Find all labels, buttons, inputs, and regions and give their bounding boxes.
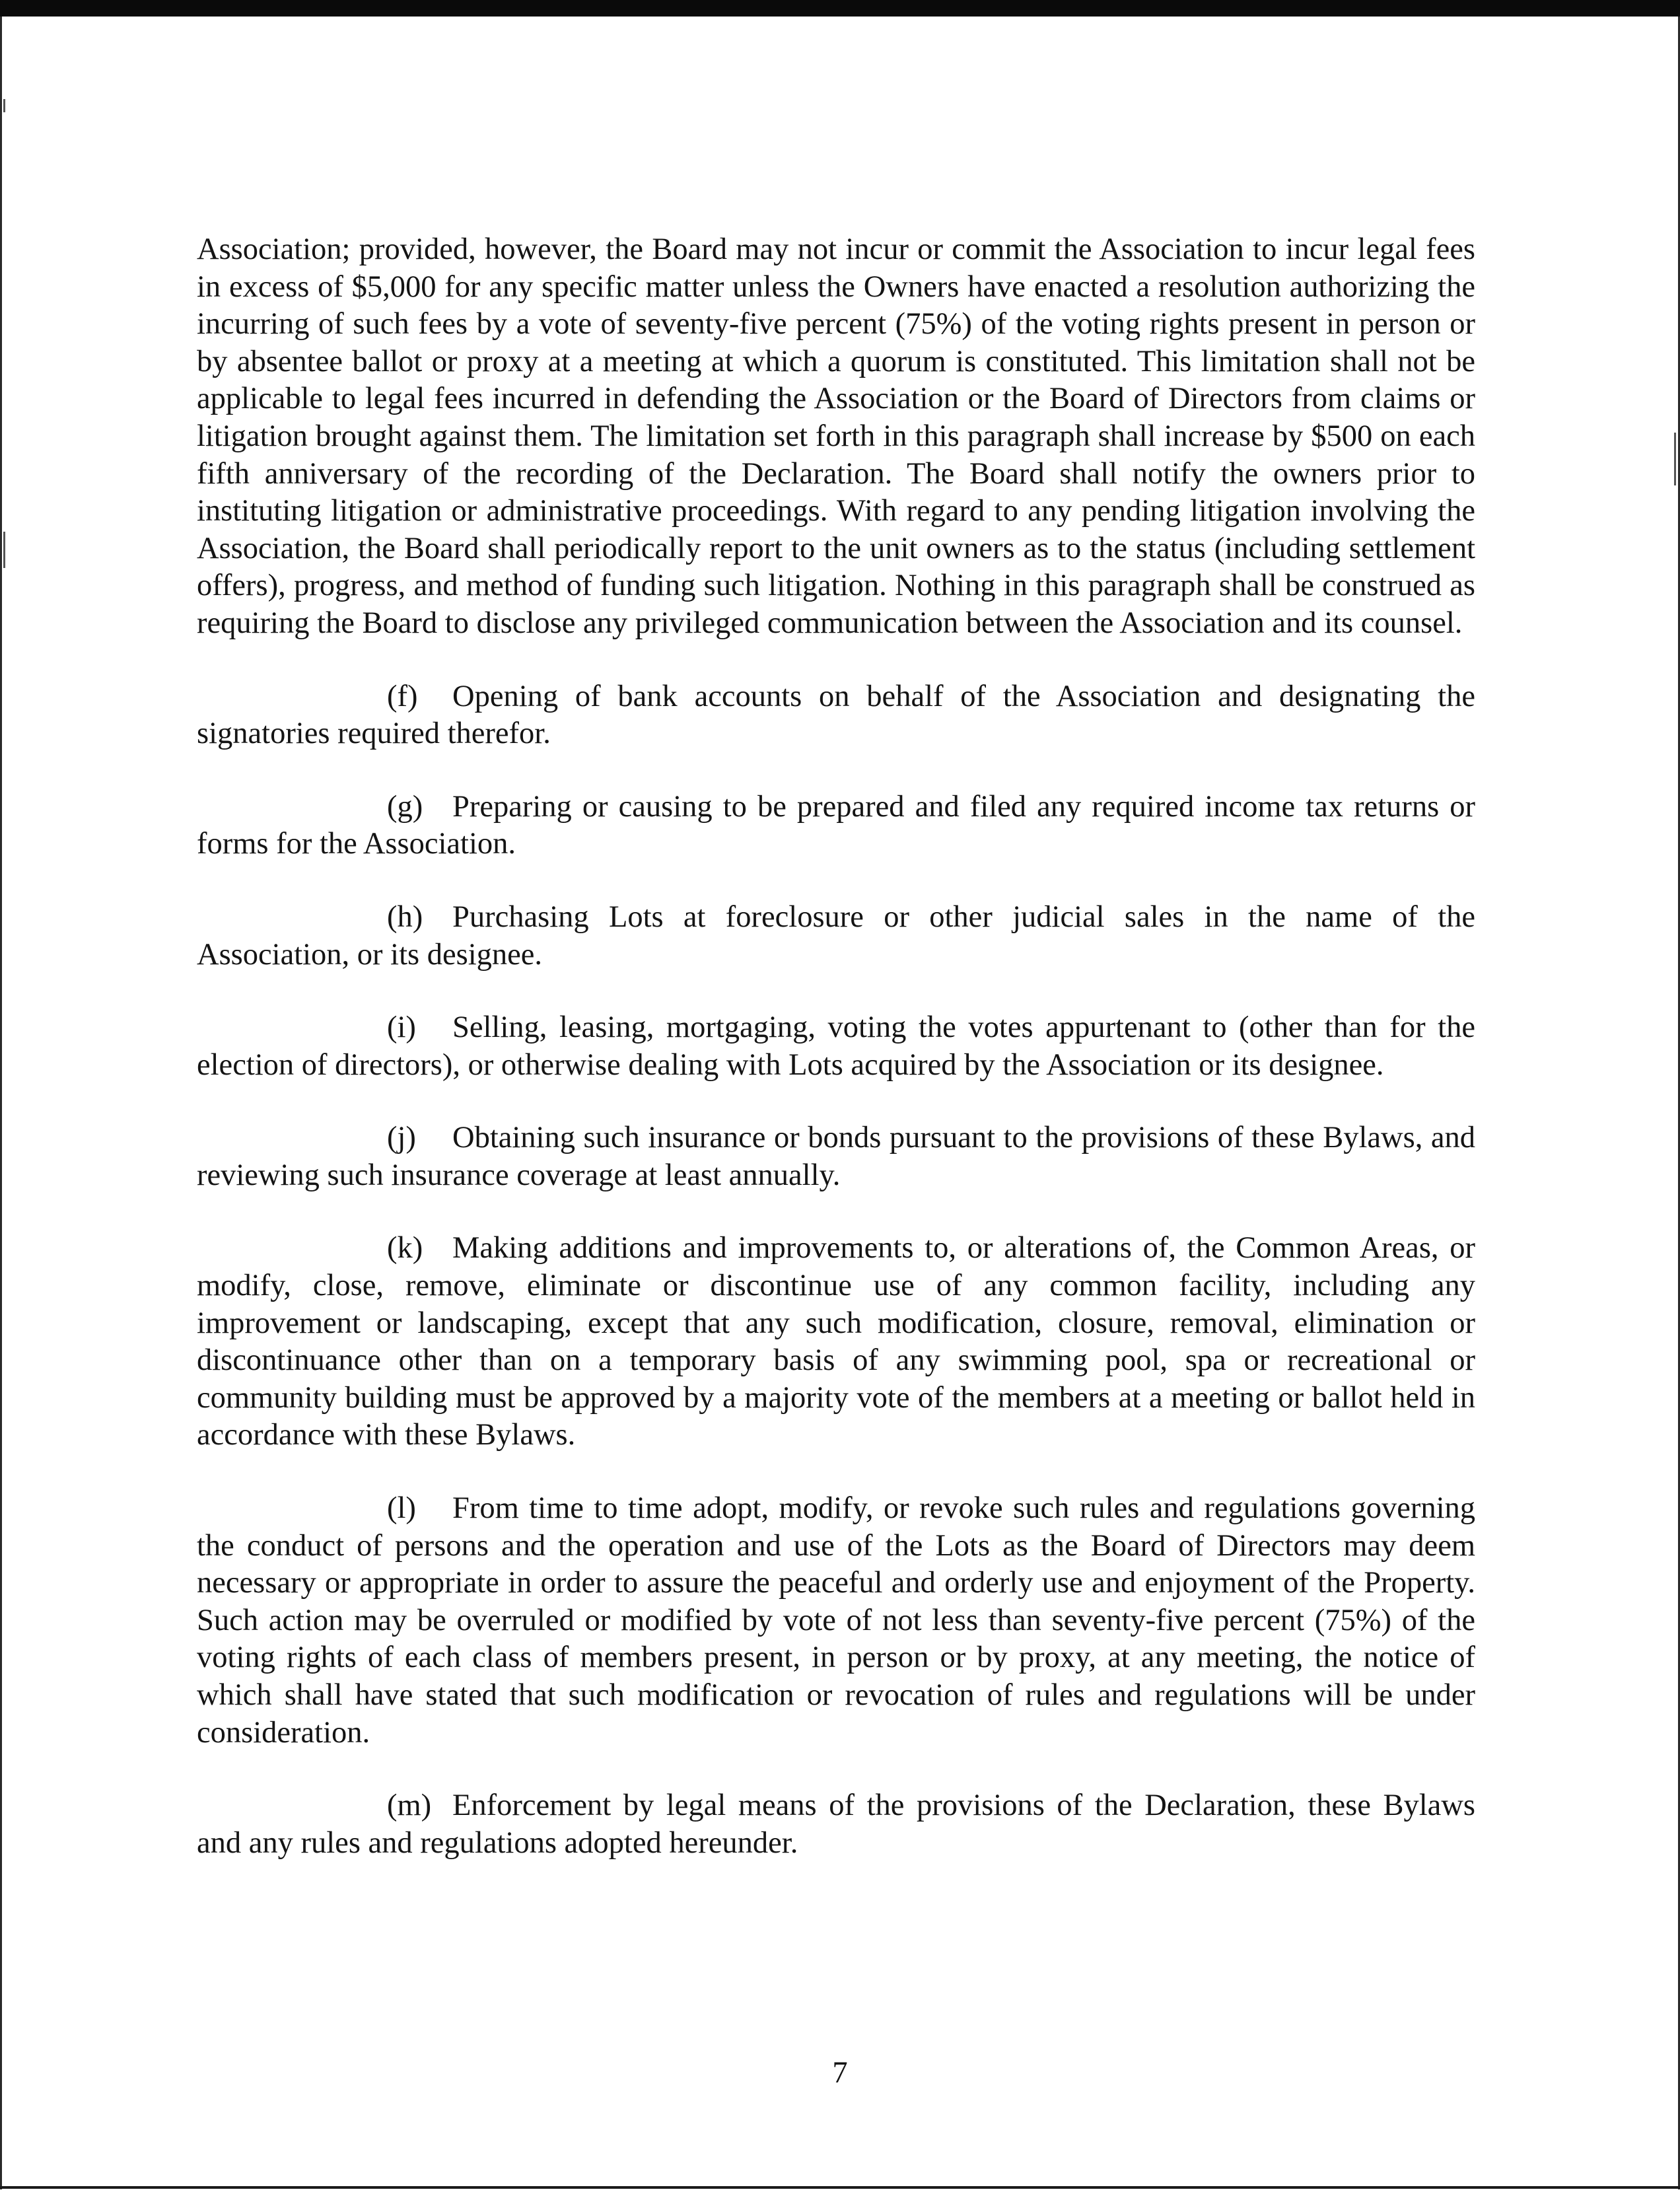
list-item-l: [197, 1490, 1475, 1752]
list-item-m: [197, 1787, 1475, 1862]
item-text: Selling, leasing, mortgaging, voting the votes appurtenant to (other than for the election of directors), or otherwise dealing with Lots acquired by the Association or its designee.: [197, 1011, 1475, 1082]
item-text: From time to time adopt, modify, or revoke such rules and regulations governing the conduct of persons and the operation and use of the Lots as the Board of Directors may deem necessary or appropriate in order to assure the peaceful and orderly use and enjoyment of the Property. Such action may be overruled or modified by vote of not less than seventy-five percent (75%) of the voting rights of each class of members present, in person or by proxy, at any meeting, the notice of which shall have stated that such modification or revocation of rules and regulations will be under consideration.: [197, 1491, 1475, 1750]
scan-artifact: [1674, 433, 1676, 485]
scan-artifact: [3, 532, 5, 568]
list-item-f: [197, 678, 1475, 753]
scan-artifact: [3, 99, 5, 112]
item-text: Enforcement by legal means of the provisions of the Declaration, these Bylaws and any rules and regulations adopted hereunder.: [197, 1789, 1475, 1860]
list-item-k: [197, 1230, 1475, 1454]
item-text: Purchasing Lots at foreclosure or other judicial sales in the name of the Association, or its designee.: [197, 900, 1475, 972]
scan-top-border: [0, 0, 1680, 17]
continuation-paragraph: Association; provided, however, the Board may not incur or commit the Association to incur legal fees in excess of $5,000 for any specific matter unless the Owners have enacted a resolution authorizing the incurring of such fees by a vote of seventy-five percent (75%) of the voting rights present in person or by absentee ballot or proxy at a meeting at which a quorum is constituted. This limitation shall not be applicable to legal fees incurred in defending the Association or the Board of Directors from claims or litigation brought against them. The limitation set forth in this paragraph shall increase by $500 on each fifth anniversary of the recording of the Declaration. The Board shall notify the owners prior to instituting litigation or administrative proceedings. With regard to any pending litigation involving the Association, the Board shall periodically report to the unit owners as to the status (including settlement offers), progress, and method of funding such litigation. Nothing in this paragraph shall be construed as requiring the Board to disclose any privileged communication between the Association and its counsel.: [197, 232, 1475, 640]
item-label: (j): [387, 1121, 416, 1155]
item-text: Preparing or causing to be prepared and filed any required income tax returns or forms for the Association.: [197, 789, 1475, 861]
item-text: Opening of bank accounts on behalf of the Association and designating the signatories required therefor.: [197, 679, 1475, 751]
list-item-h: [197, 899, 1475, 974]
list-item-i: [197, 1009, 1475, 1084]
scan-left-edge: [0, 17, 2, 2189]
item-label: (k): [387, 1231, 423, 1265]
item-label: (h): [387, 900, 423, 934]
item-label: (i): [387, 1011, 416, 1045]
scan-bottom-border: [0, 2186, 1680, 2189]
item-label: (f): [387, 679, 418, 713]
list-item-g: [197, 789, 1475, 863]
list-item-j: [197, 1119, 1475, 1194]
item-label: (g): [387, 789, 423, 824]
item-label: (l): [387, 1491, 416, 1526]
item-label: (m): [387, 1789, 432, 1823]
item-text: Obtaining such insurance or bonds pursuant to the provisions of these Bylaws, and reviewing such insurance coverage at least annually.: [197, 1121, 1475, 1192]
page-number: 7: [832, 2056, 848, 2090]
item-text: Making additions and improvements to, or alterations of, the Common Areas, or modify, close, remove, eliminate or discontinue use of any common facility, including any improvement or landscaping, except that any such modification, closure, removal, elimination or discontinuance other than on a temporary basis of any swimming pool, spa or recreational or community building must be approved by a majority vote of the members at a meeting or ballot held in accordance with these Bylaws.: [197, 1231, 1475, 1452]
document-body: [197, 231, 1475, 1862]
